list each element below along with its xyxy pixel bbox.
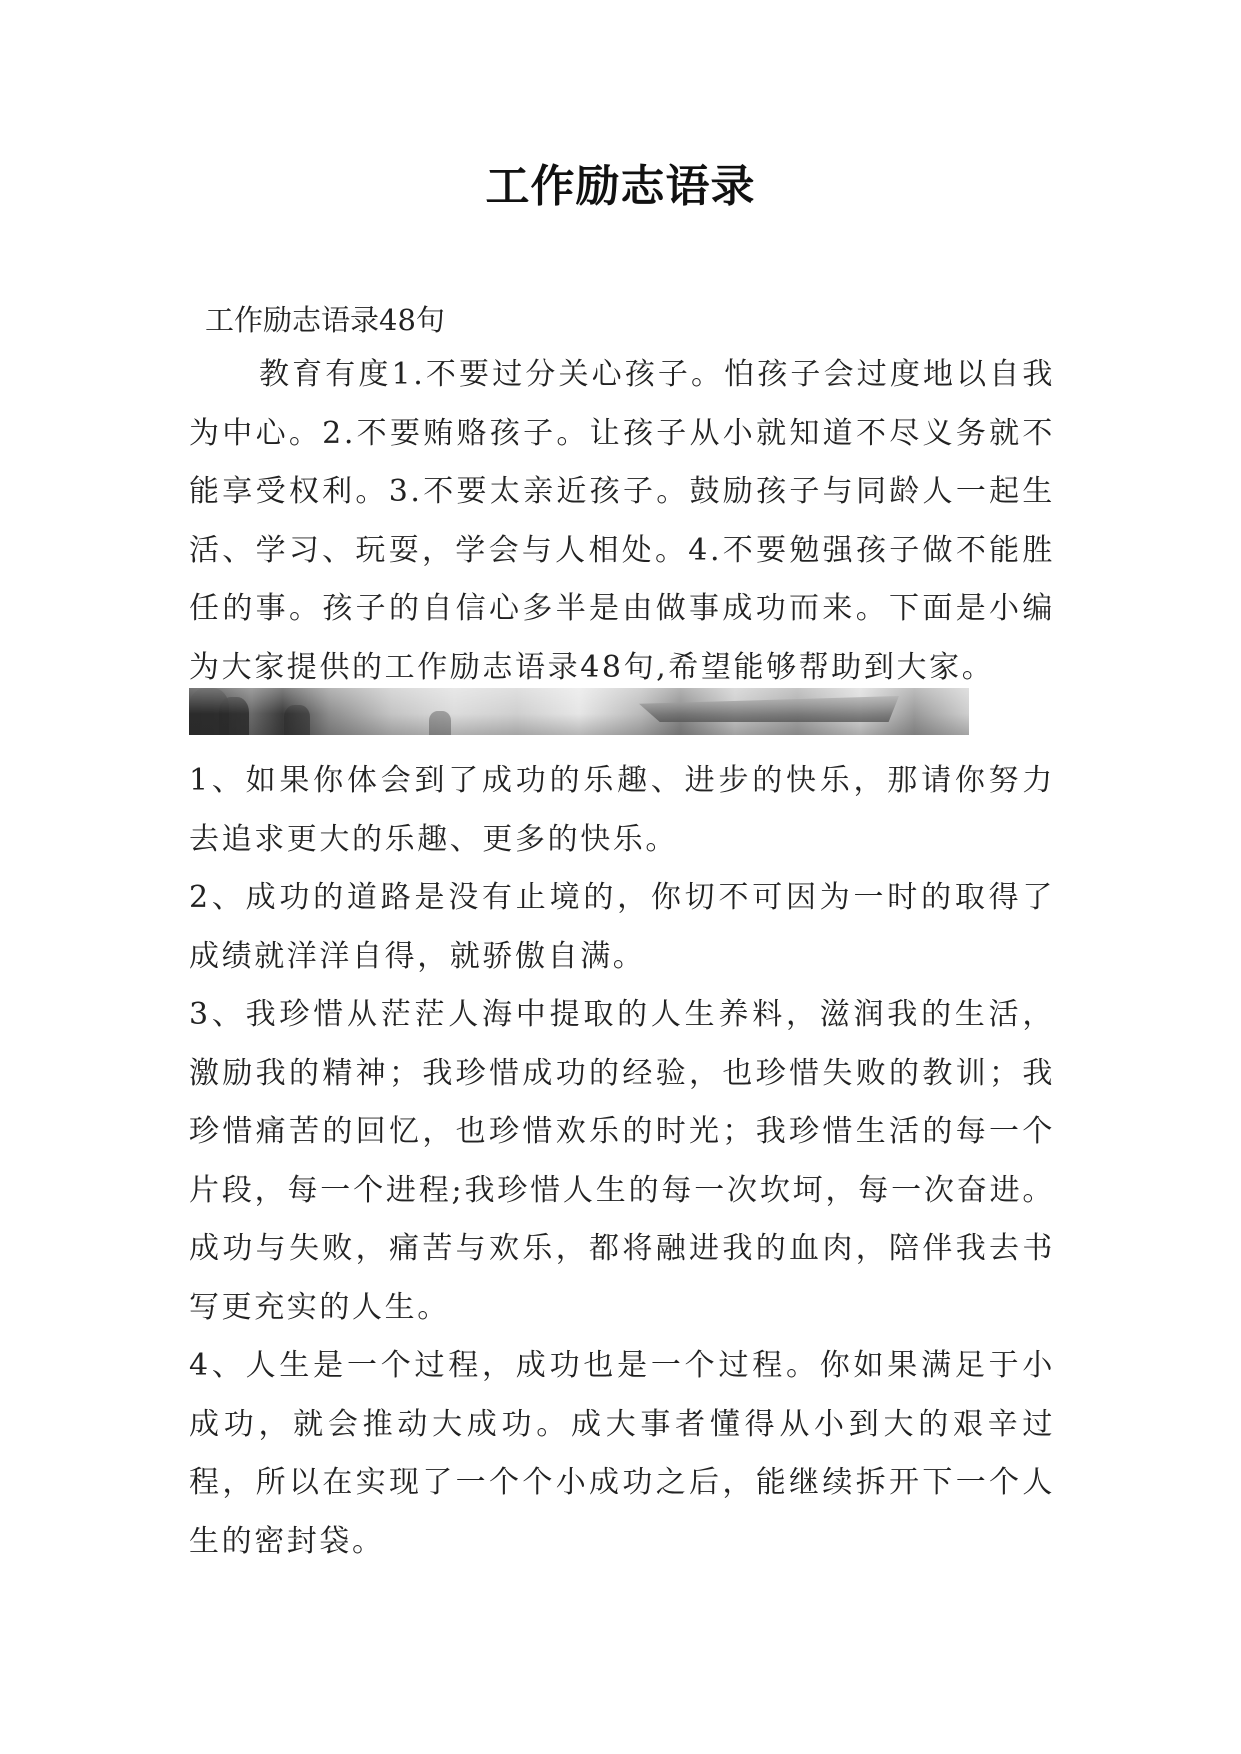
mist-overlay: [189, 688, 969, 735]
quote-item: 1、如果你体会到了成功的乐趣、进步的快乐，那请你努力去追求更大的乐趣、更多的快乐。: [189, 763, 1055, 857]
document-title: 工作励志语录: [485, 161, 756, 212]
document-subtitle: 工作励志语录48句: [205, 303, 445, 337]
landscape-banner-image: [189, 688, 969, 735]
quotes-list: [189, 752, 1055, 1571]
quote-item: 2、成功的道路是没有止境的，你切不可因为一时的取得了成绩就洋洋自得，就骄傲自满。: [189, 880, 1055, 974]
intro-paragraph: 教育有度1.不要过分关心孩子。怕孩子会过度地以自我为中心。2.不要贿赂孩子。让孩子从小就知道不尽义务就不能享受权利。3.不要太亲近孩子。鼓励孩子与同龄人一起生活、学习、玩耍，学会与人相处。4.不要勉强孩子做不能胜任的事。孩子的自信心多半是由做事成功而来。下面是小编为大家提供的工作励志语录48句,希望能够帮助到大家。: [189, 357, 1055, 685]
quote-item: 4、人生是一个过程，成功也是一个过程。你如果满足于小成功，就会推动大成功。成大事者懂得从小到大的艰辛过程，所以在实现了一个个小成功之后，能继续拆开下一个人生的密封袋。: [189, 1348, 1055, 1559]
quote-item: 3、我珍惜从茫茫人海中提取的人生养料，滋润我的生活，激励我的精神；我珍惜成功的经验，也珍惜失败的教训；我珍惜痛苦的回忆，也珍惜欢乐的时光；我珍惜生活的每一个片段，每一个进程;我珍惜人生的每一次坎坷，每一次奋进。成功与失败，痛苦与欢乐，都将融进我的血肉，陪伴我去书写更充实的人生。: [189, 997, 1055, 1325]
